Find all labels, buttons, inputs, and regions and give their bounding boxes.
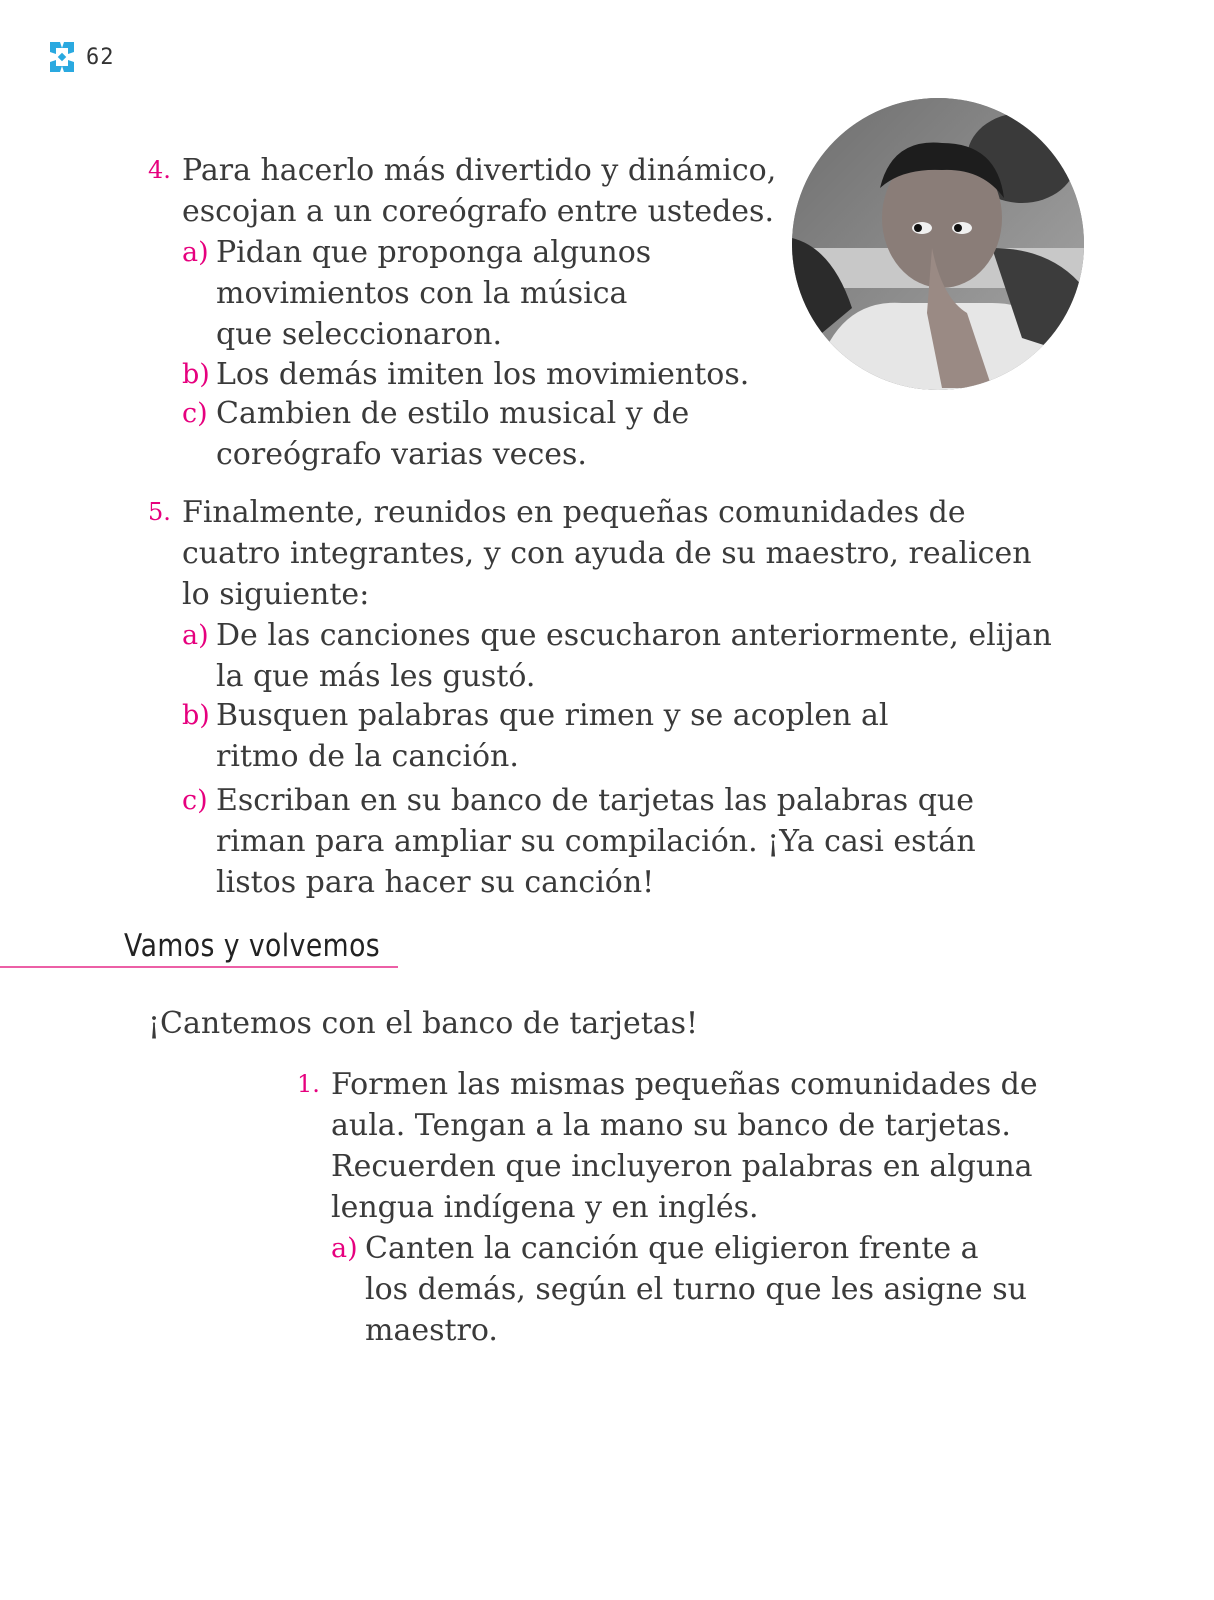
sub-item-line: maestro. — [365, 1313, 498, 1348]
sub-item-line: Cambien de estilo musical y de — [216, 396, 690, 431]
sub-item-label: a) — [182, 620, 209, 651]
activity-number: 1. — [297, 1070, 320, 1098]
activity-text-line: Finalmente, reunidos en pequeñas comunidades de — [182, 495, 966, 530]
activity-1-a — [331, 1228, 1095, 1351]
sub-item-line: riman para ampliar su compilación. ¡Ya casi están — [216, 824, 976, 859]
sub-item-line: Busquen palabras que rimen y se acoplen al — [216, 698, 889, 733]
activity-text-line: Recuerden que incluyeron palabras en alguna — [331, 1149, 1033, 1184]
section-title: Vamos y volvemos — [124, 928, 381, 964]
page-number: 62 — [86, 44, 115, 70]
sub-item-line: listos para hacer su canción! — [216, 865, 655, 900]
activity-5-a — [182, 615, 1096, 697]
activity-5-b — [182, 695, 1096, 777]
sub-item-label: b) — [182, 700, 210, 731]
activity-number: 5. — [148, 498, 171, 526]
pinwheel-logo-icon — [48, 40, 76, 74]
activity-4-b — [182, 354, 776, 395]
activity-text-line: lengua indígena y en inglés. — [331, 1190, 759, 1225]
sub-item-label: c) — [182, 398, 208, 429]
sub-item-line: Los demás imiten los movimientos. — [216, 357, 750, 392]
activity-5 — [148, 492, 1082, 615]
sub-item-label: b) — [182, 359, 210, 390]
section-intro: ¡Cantemos con el banco de tarjetas! — [148, 1006, 699, 1041]
activity-4-a — [182, 232, 776, 355]
sub-item-line: Escriban en su banco de tarjetas las palabras que — [216, 783, 974, 818]
sub-item-line: que seleccionaron. — [216, 317, 503, 352]
sub-item-label: a) — [182, 237, 209, 268]
sub-item-line: ritmo de la canción. — [216, 739, 519, 774]
activity-text-line: Para hacerlo más divertido y dinámico, — [182, 153, 777, 188]
sub-item-line: la que más les gustó. — [216, 659, 536, 694]
sub-item-label: a) — [331, 1233, 358, 1264]
section-rule — [0, 966, 398, 968]
activity-text-line: aula. Tengan a la mano su banco de tarjetas. — [331, 1108, 1011, 1143]
activity-4 — [148, 150, 782, 232]
child-photo — [792, 98, 1084, 390]
activity-text-line: Formen las mismas pequeñas comunidades de — [331, 1067, 1038, 1102]
sub-item-line: los demás, según el turno que les asigne su — [365, 1272, 1027, 1307]
activity-5-c — [182, 780, 1096, 903]
sub-item-line: movimientos con la música — [216, 276, 628, 311]
sub-item-label: c) — [182, 785, 208, 816]
activity-4-c — [182, 393, 776, 475]
sub-item-line: Pidan que proponga algunos — [216, 235, 652, 270]
sub-item-line: De las canciones que escucharon anteriormente, elijan — [216, 618, 1052, 653]
activity-number: 4. — [148, 156, 171, 184]
activity-1 — [297, 1064, 1091, 1228]
activity-text-line: cuatro integrantes, y con ayuda de su maestro, realicen — [182, 536, 1032, 571]
sub-item-line: coreógrafo varias veces. — [216, 437, 587, 472]
activity-text-line: lo siguiente: — [182, 577, 370, 612]
sub-item-line: Canten la canción que eligieron frente a — [365, 1231, 979, 1266]
activity-text-line: escojan a un coreógrafo entre ustedes. — [182, 194, 774, 229]
page-header — [48, 40, 115, 74]
